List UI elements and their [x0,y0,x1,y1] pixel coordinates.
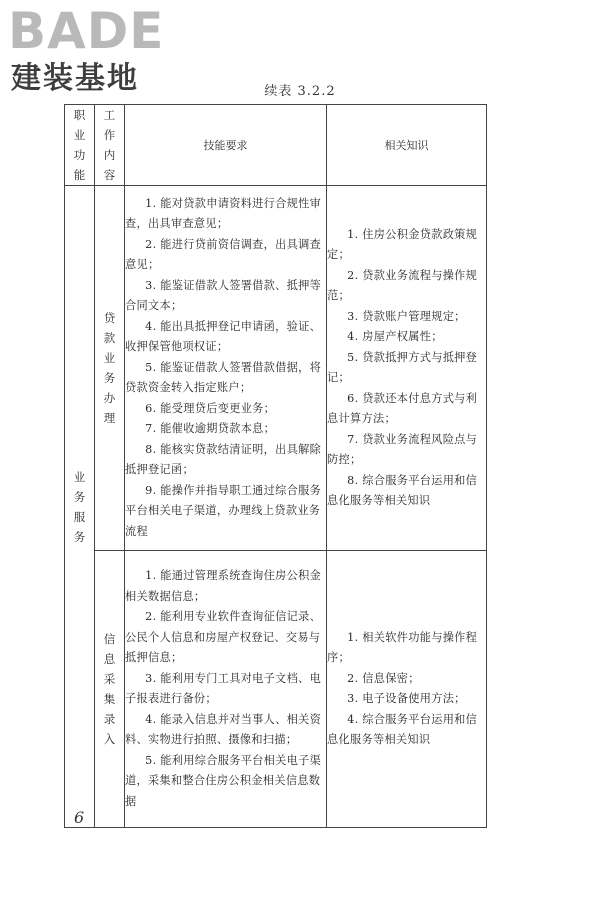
skill-item: 2. 能利用专业软件查询征信记录、公民个人信息和房屋产权登记、交易与抵押信息； [125,610,322,664]
skill-item: 5. 能利用综合服务平台相关电子渠道，采集和整合住房公积金相关信息数据 [125,753,322,808]
work-content-label: 贷款业务办理 [103,311,116,425]
header-knowledge: 相关知识 [327,105,487,186]
function-cell [65,186,95,828]
header-skills: 技能要求 [125,105,327,186]
skill-item: 6. 能受理贷后变更业务； [145,401,276,415]
knowledge-item: 2. 信息保密； [347,671,420,685]
table-caption: 续表 3.2.2 [264,84,336,99]
skill-item: 3. 能利用专门工具对电子文档、电子报表进行备份； [125,671,322,705]
function-label: 业务服务 [73,469,86,544]
work-content-label: 信息采集录入 [103,632,116,746]
skill-item: 3. 能鉴证借款人签署借款、抵押等合同文本； [125,278,322,313]
knowledge-item: 6. 贷款还本付息方式与利息计算方法； [327,391,478,425]
skill-item: 8. 能核实贷款结清证明，出具解除抵押登记函； [125,442,322,477]
skill-item: 1. 能通过管理系统查询住房公积金相关数据信息； [125,569,322,603]
work-content-cell [95,551,125,828]
skill-item: 4. 能出具抵押登记申请函，验证、收押保管他项权证； [125,319,322,354]
skills-cell [125,551,327,828]
work-content-cell [95,186,125,551]
table-row [65,186,487,551]
knowledge-item: 4. 综合服务平台运用和信息化服务等相关知识 [327,712,478,746]
header-function: 职业功能 [65,105,95,186]
knowledge-item: 1. 相关软件功能与操作程序； [327,630,478,664]
skills-table [64,104,487,828]
skill-item: 7. 能催收逾期贷款本息； [145,422,276,436]
skills-cell [125,186,327,551]
skill-item: 4. 能录入信息并对当事人、相关资料、实物进行拍照、摄像和扫描； [125,712,322,746]
logo-subtitle: 建装基地 [11,61,139,96]
skill-item: 9. 能操作并指导职工通过综合服务平台相关电子渠道，办理线上贷款业务流程 [125,483,322,538]
table-row [65,551,487,828]
knowledge-item: 8. 综合服务平台运用和信息化服务等相关知识 [327,473,478,507]
logo-wordmark: BADE [8,2,165,60]
skill-item: 5. 能鉴证借款人签署借款借据，将贷款资金转入指定账户； [125,360,322,395]
knowledge-cell [327,551,487,828]
knowledge-item: 3. 贷款账户管理规定； [347,309,466,323]
knowledge-item: 2. 贷款业务流程与操作规范； [327,268,478,302]
knowledge-item: 4. 房屋产权属性； [347,330,443,343]
header-content: 工作内容 [95,105,125,186]
skill-item: 2. 能进行贷前资信调查，出具调查意见； [125,237,322,272]
knowledge-item: 5. 贷款抵押方式与抵押登记； [327,350,478,384]
knowledge-cell [327,186,487,551]
skill-item: 1. 能对贷款申请资料进行合规性审查，出具审查意见； [125,196,322,231]
page-number: 6 [74,808,85,827]
knowledge-item: 1. 住房公积金贷款政策规定； [327,227,478,261]
table-header-row [65,105,487,186]
knowledge-item: 3. 电子设备使用方法； [347,692,466,705]
knowledge-item: 7. 贷款业务流程风险点与防控； [327,432,478,466]
